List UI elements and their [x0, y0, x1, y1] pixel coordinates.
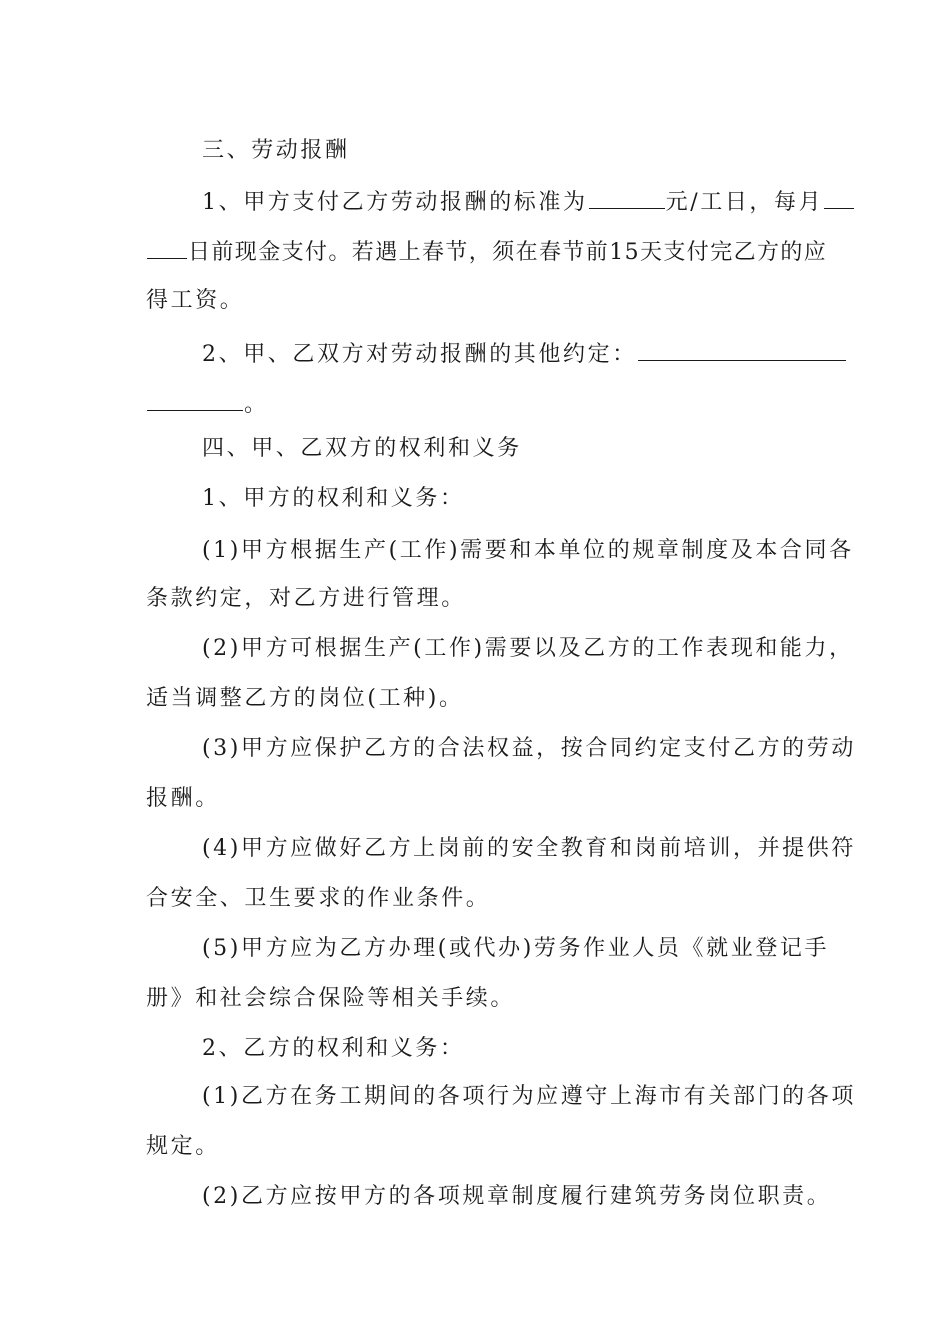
partyA-heading: 1、甲方的权利和义务：	[202, 486, 465, 511]
item2-end: 。	[244, 392, 269, 417]
partyB-heading: 2、乙方的权利和义务：	[202, 1036, 465, 1061]
section4-heading: 四、甲、乙双方的权利和义务	[202, 436, 522, 461]
partyA-clause5-line2: 册》和社会综合保险等相关手续。	[146, 986, 516, 1011]
pay-day-blank-a	[824, 186, 854, 209]
section3-heading: 三、劳动报酬	[202, 138, 350, 163]
pay-day-blank-b	[147, 236, 187, 259]
section3-item2-line2	[146, 388, 269, 420]
item1-text-a: 1、甲方支付乙方劳动报酬的标准为	[202, 190, 588, 215]
item2-text: 2、甲、乙双方对劳动报酬的其他约定：	[202, 342, 637, 367]
partyA-clause2-line2: 适当调整乙方的岗位(工种)。	[146, 686, 464, 711]
item1-text-c: 日前现金支付。若遇上春节，须在春节前15天支付完乙方的应	[188, 240, 828, 265]
item1-text-b: 元/工日，每月	[665, 190, 824, 215]
partyB-clause2-line1: (2)乙方应按甲方的各项规章制度履行建筑劳务岗位职责。	[202, 1184, 832, 1209]
section3-item2-line1	[202, 338, 847, 370]
partyA-clause1-line2: 条款约定，对乙方进行管理。	[146, 586, 466, 611]
partyB-clause1-line2: 规定。	[146, 1134, 220, 1159]
wage-rate-blank	[589, 186, 665, 209]
partyA-clause3-line2: 报酬。	[146, 786, 220, 811]
section3-item1-line3: 得工资。	[146, 288, 245, 313]
section3-item1-line2	[146, 236, 827, 268]
partyA-clause3-line1: (3)甲方应保护乙方的合法权益，按合同约定支付乙方的劳动	[202, 736, 856, 761]
other-agreement-blank-b	[147, 388, 243, 411]
partyA-clause1-line1: (1)甲方根据生产(工作)需要和本单位的规章制度及本合同各	[202, 538, 854, 563]
partyA-clause4-line1: (4)甲方应做好乙方上岗前的安全教育和岗前培训，并提供符	[202, 836, 856, 861]
other-agreement-blank-a	[638, 338, 846, 361]
partyA-clause2-line1: (2)甲方可根据生产(工作)需要以及乙方的工作表现和能力，	[202, 636, 854, 661]
partyA-clause5-line1: (5)甲方应为乙方办理(或代办)劳务作业人员《就业登记手	[202, 936, 830, 961]
section3-item1-line1	[202, 186, 855, 218]
partyA-clause4-line2: 合安全、卫生要求的作业条件。	[146, 886, 491, 911]
partyB-clause1-line1: (1)乙方在务工期间的各项行为应遵守上海市有关部门的各项	[202, 1084, 856, 1109]
